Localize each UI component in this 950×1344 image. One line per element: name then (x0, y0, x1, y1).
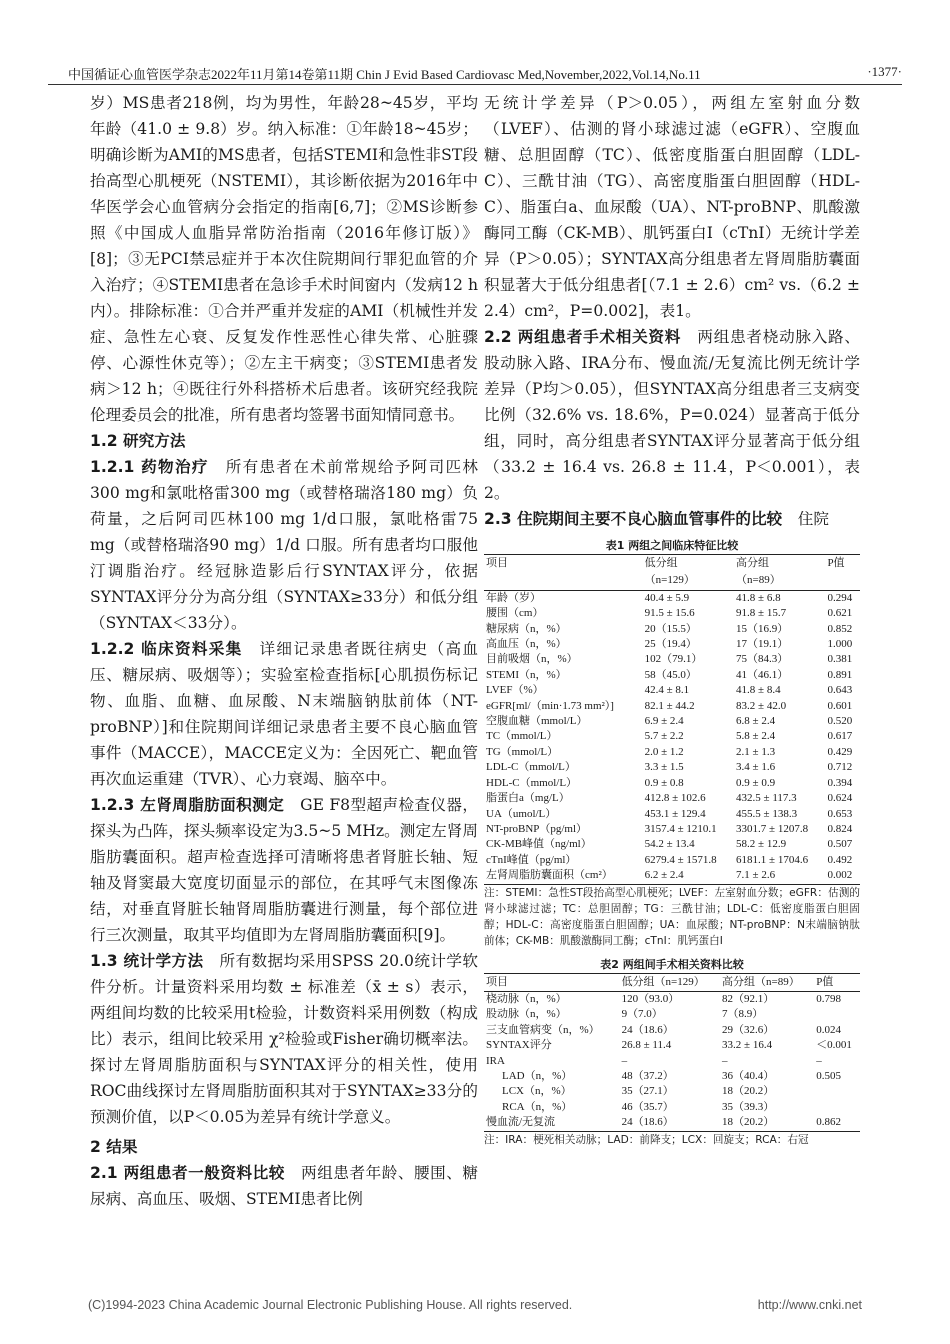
table-cell: 0.891 (827, 668, 853, 681)
table-cell: 26.8 ± 11.4 (621, 1039, 672, 1052)
table-row (484, 590, 860, 606)
table-cell: 54.2 ± 13.4 (644, 838, 695, 851)
text-2-1: 两组患者年龄、腰围、糖尿病、高血压、吸烟、STEMI患者比例 (90, 1164, 478, 1208)
table-row (484, 776, 860, 791)
table-row (484, 1115, 860, 1131)
table-cell: 桡动脉（n，%） (486, 992, 567, 1005)
table-row (484, 699, 860, 714)
table-cell: 0.712 (827, 761, 853, 774)
table-cell: LDL-C（mmol/L） (486, 761, 576, 774)
table-cell: 0.9 ± 0.9 (736, 776, 776, 789)
heading-2: 2 结果 (90, 1138, 138, 1156)
table-row (484, 853, 860, 868)
table-cell: 高血压（n，%） (486, 638, 567, 651)
table-row (484, 668, 860, 683)
paragraph-2-1-continued: 无统计学差异（P＞0.05），两组左室射血分数（LVEF）、估测的肾小球滤过滤（eGFR）、空腹血糖、总胆固醇（TC）、低密度脂蛋白胆固醇（LDL-C）、三酰甘油（TG）、高密度脂蛋白胆固醇（HDL-C）、脂蛋白a、血尿酸（UA）、NT-proBNP、肌酸激酶同工酶（CK-MB）、肌钙蛋白I（cTnI）无统计学差异（P＞0.05）；SYNTAX高分组患者左肾周脂肪囊面积显著大于低分组患者[（7.1 ± 2.6）cm² vs.（6.2 ± 2.4）cm²，P=0.002]，表1。 (484, 94, 860, 320)
table-cell: 股动脉（n，%） (486, 1008, 567, 1021)
table-row (484, 606, 860, 621)
table-cell: NT-proBNP（pg/ml） (486, 822, 588, 835)
table-cell: 糖尿病（n，%） (486, 622, 567, 635)
table-row (484, 622, 860, 637)
table-cell: 6.9 ± 2.4 (644, 715, 684, 728)
paragraph-2-1 (90, 1160, 478, 1212)
heading-1-3: 1.3 统计学方法 (90, 952, 204, 970)
table-cell: 7.1 ± 2.6 (734, 868, 825, 884)
table-cell: 15（16.9） (736, 622, 789, 635)
table-cell: eGFR[ml/（min·1.73 mm²）] (486, 699, 614, 712)
table-cell: 0.9 ± 0.8 (644, 776, 684, 789)
table-cell: 0.824 (827, 822, 853, 835)
table-cell (814, 1100, 860, 1115)
table-cell: 120（93.0） (621, 992, 680, 1005)
table-row (484, 1054, 860, 1069)
table-subheader-cell (825, 572, 860, 590)
table-cell: SYNTAX评分 (486, 1039, 552, 1052)
paragraph-inclusion: 岁）MS患者218例，均为男性，年龄28~45岁，平均年龄（41.0 ± 9.8）岁。纳入标准：①年龄18~45岁；明确诊断为AMI的MS患者，包括STEMI和急性非ST段抬高型心肌梗死（NSTEMI），其诊断依据为2016年中华医学会心血管病分会指定的指南[6,7]；②MS诊断参照《中国成人血脂异常防治指南（2016年修订版）》[8]；③无PCI禁忌症并于本次住院期间行罪犯血管的介入治疗；④STEMI患者在急诊手术时间窗内（发病12 h内）。排除标准：①合并严重并发症的AMI（机械性并发症、急性左心衰、反复发作性恶性心律失常、心脏骤停、心源性休克等）；②左主干病变；③STEMI患者发病＞12 h；④既往行外科搭桥术后患者。该研究经我院伦理委员会的批准，所有患者均签署书面知情同意书。 (90, 94, 478, 424)
table-cell: 46（35.7） (621, 1100, 674, 1113)
table-cell: 0.429 (827, 745, 853, 758)
table-row (484, 1007, 860, 1022)
table-cell: 0.507 (827, 838, 853, 851)
table-row (484, 837, 860, 852)
heading-2-2: 2.2 两组患者手术相关资料 (484, 328, 682, 346)
table-cell: 1.000 (827, 638, 853, 651)
table-cell: 453.1 ± 129.4 (644, 807, 706, 820)
text-1-2-1: 所有患者在术前常规给予阿司匹林300 mg和氯吡格雷300 mg（或替格瑞洛180 mg）负荷量，之后阿司匹林100 mg 1/d口服，氯吡格雷75 mg（或替格瑞洛90 mg）1/d 口服。所有患者均口服他汀调脂治疗。经冠脉造影后行SYNTAX评分，依据SYNTAX评分分为高分组（SYNTAX≥33分）和低分组（SYNTAX＜33分）。 (90, 458, 478, 632)
table-cell: 20（15.5） (644, 622, 697, 635)
text-1-2-3: GE F8型超声检查仪器，探头为凸阵，探头频率设定为3.5~5 MHz。测定左肾周脂肪囊面积。超声检查选择可清晰将患者肾脏长轴、短轴及肾窦最大宽度切面显示的部位，在其呼气末图像冻结，对垂直肾脏长轴肾周脂肪囊进行测量，每个部位进行三次测量，取其平均值即为左肾周脂肪囊面积[9]。 (90, 796, 478, 944)
table-row (484, 745, 860, 760)
table-2-body (484, 991, 860, 1131)
right-column (484, 90, 860, 1148)
journal-citation: 中国循证心血管医学杂志2022年11月第14卷第11期 Chin J Evid Based Cardiovasc Med,November,2022,Vol.14,No.11 (68, 67, 701, 82)
table-cell: 左肾周脂肪囊面积（cm²） (484, 868, 643, 884)
table-cell: 0.002 (825, 868, 860, 884)
table-2-caption: 表2 两组间手术相关资料比较 (600, 957, 744, 971)
table-cell: LCX（n，%） (502, 1085, 572, 1098)
table-1-caption: 表1 两组之间临床特征比较 (605, 539, 739, 552)
table-cell: 2.0 ± 1.2 (644, 745, 684, 758)
table-1 (484, 554, 860, 885)
table-2 (484, 973, 860, 1132)
text-2-2: 两组患者桡动脉入路、股动脉入路、IRA分布、慢血流/无复流比例无统计学差异（P均＞0.05），但SYNTAX高分组患者三支病变比例（32.6% vs. 18.6%，P=0.024）显著高于低分组，同时，高分组患者SYNTAX评分显著高于低分组（33.2 ± 16.4 vs. 26.8 ± 11.4，P＜0.001），表2。 (484, 328, 860, 502)
table-cell: 3.3 ± 1.5 (644, 761, 684, 774)
table-cell: 58（45.0） (644, 668, 697, 681)
table-row (484, 807, 860, 822)
table-cell: 目前吸烟（n，%） (486, 653, 578, 666)
table-header-cell: 高分组 (734, 555, 825, 573)
paragraph-1-2-3 (90, 792, 478, 948)
table-cell: 17（19.1） (736, 638, 789, 651)
paragraph-2-3 (484, 506, 860, 532)
table-row (484, 791, 860, 806)
table-cell: TG（mmol/L） (486, 745, 559, 758)
table-row (484, 1084, 860, 1099)
table-subheader-cell: （n=129） (643, 572, 734, 590)
table-cell: 空腹血糖（mmol/L） (486, 715, 588, 728)
table-cell: 18（20.2） (720, 1115, 814, 1131)
table-header-cell: 低分组 (643, 555, 734, 573)
table-row (484, 1038, 860, 1053)
table-cell: 0.601 (827, 699, 853, 712)
text-1-3: 所有数据均采用SPSS 20.0统计学软件分析。计量资料采用均数 ± 标准差（x̄ ± s）表示，两组间均数的比较采用t检验，计数资料采用例数（构成比）表示，组间比较采用 χ²检验或Fisher确切概率法。探讨左肾周脂肪面积与SYNTAX评分的相关性，使用ROC曲线探讨左肾周脂肪面积其对于SYNTAX≥33分的预测价值，以P＜0.05为差异有统计学意义。 (90, 952, 478, 1126)
table-cell: 25（19.4） (644, 638, 697, 651)
table-cell: 0.617 (827, 730, 853, 743)
table-header-cell: 项目 (484, 973, 620, 991)
table-cell: 3301.7 ± 1207.8 (736, 822, 809, 835)
table-cell: 41（46.1） (736, 668, 789, 681)
table-cell: 年龄（岁） (486, 591, 541, 604)
running-header (48, 62, 902, 85)
table-cell: 6.2 ± 2.4 (643, 868, 734, 884)
table-cell: 83.2 ± 42.0 (736, 699, 787, 712)
heading-1-2-1: 1.2.1 药物治疗 (90, 458, 209, 476)
table-cell: 24（18.6） (620, 1115, 720, 1131)
table-header-cell: 低分组（n=129） (620, 973, 720, 991)
paragraph-2-2 (484, 324, 860, 506)
paragraph-1-3 (90, 948, 478, 1130)
table-cell (814, 1007, 860, 1022)
table-cell (814, 1084, 860, 1099)
table-row (484, 1100, 860, 1115)
paragraph-1-2-2 (90, 636, 478, 792)
table-row (484, 729, 860, 744)
table-cell: RCA（n，%） (502, 1100, 573, 1113)
table-cell: 9（7.0） (621, 1008, 663, 1021)
table-cell: 0.520 (827, 715, 853, 728)
heading-2-3: 2.3 住院期间主要不良心脑血管事件的比较 (484, 510, 783, 528)
text-1-2-2: 详细记录患者既往病史（高血压、糖尿病、吸烟等）；实验室检查指标[心肌损伤标记物、血脂、血糖、血尿酸、N末端脑钠肽前体（NT-proBNP）]和住院期间详细记录患者主要不良心脑血管事件（MACCE），MACCE定义为：全因死亡、靶血管再次血运重建（TVR）、心力衰竭、脑卒中。 (90, 640, 478, 788)
table-cell: STEMI（n，%） (486, 668, 567, 681)
table-subheader-cell: （n=89） (734, 572, 825, 590)
table-cell: 35（39.3） (722, 1100, 775, 1113)
table-cell: 75（84.3） (736, 653, 789, 666)
table-cell: 18（20.2） (722, 1085, 775, 1098)
table-cell: 腰围（cm） (486, 607, 544, 620)
table-cell: 3157.4 ± 1210.1 (644, 822, 717, 835)
table-cell: 41.8 ± 8.4 (736, 684, 781, 697)
table-cell: 5.7 ± 2.2 (644, 730, 684, 743)
table-cell: 0.798 (816, 992, 841, 1005)
table-cell: CK-MB峰值（ng/ml） (486, 838, 592, 851)
table-cell: 7（8.9） (722, 1008, 764, 1021)
heading-1-2-2: 1.2.2 临床资料采集 (90, 640, 243, 658)
table-cell: 24（18.6） (621, 1023, 674, 1036)
table-cell: 58.2 ± 12.9 (736, 838, 787, 851)
table-cell: 102（79.1） (644, 653, 703, 666)
table-header-cell: P值 (825, 555, 860, 573)
table-cell: TC（mmol/L） (486, 730, 558, 743)
table-cell: – (621, 1054, 628, 1067)
table-cell: 82.1 ± 44.2 (644, 699, 695, 712)
page-number: ·1377· (867, 64, 902, 79)
table-cell: 0.024 (816, 1023, 841, 1036)
table-row (484, 822, 860, 837)
table-header-cell: 项目 (484, 555, 643, 573)
table-cell: 0.492 (827, 853, 853, 866)
table-cell: 41.8 ± 6.8 (736, 591, 781, 604)
table-cell: LAD（n，%） (502, 1069, 573, 1082)
heading-2-1: 2.1 两组患者一般资料比较 (90, 1164, 285, 1182)
table-cell: 412.8 ± 102.6 (644, 792, 706, 805)
table-cell: 0.653 (827, 807, 853, 820)
table-cell: 36（40.4） (722, 1069, 775, 1082)
table-cell: 0.394 (827, 776, 853, 789)
table-cell: 6279.4 ± 1571.8 (644, 853, 717, 866)
left-column (90, 90, 478, 1212)
table-cell: 0.621 (827, 607, 853, 620)
table-cell: 35（27.1） (621, 1085, 674, 1098)
table-cell: 455.5 ± 138.3 (736, 807, 798, 820)
table-cell: cTnI峰值（pg/ml） (486, 853, 577, 866)
table-cell: 2.1 ± 1.3 (736, 745, 776, 758)
table-row (484, 991, 860, 1007)
table-1-note: 注：STEMI：急性ST段抬高型心肌梗死；LVEF：左室射血分数；eGFR：估测的肾小球滤过滤；TC：总胆固醇；TG：三酰甘油；LDL-C：低密度脂蛋白胆固醇；HDL-C：高密度脂蛋白胆固醇；UA：血尿酸；NT-proBNP：N末端脑钠肽前体；CK-MB：肌酸激酶同工酶；cTnI：肌钙蛋白I (484, 886, 860, 947)
table-cell: 82（92.1） (722, 992, 775, 1005)
table-subheader-cell (484, 572, 643, 590)
heading-1-2-3: 1.2.3 左肾周脂肪面积测定 (90, 796, 285, 814)
table-cell: HDL-C（mmol/L） (486, 776, 578, 789)
table-row (484, 714, 860, 729)
table-cell: 6.8 ± 2.4 (736, 715, 776, 728)
table-header-cell: P值 (814, 973, 860, 991)
table-row (484, 652, 860, 667)
table-cell: UA（umol/L） (486, 807, 557, 820)
text-2-3: 住院 (797, 510, 829, 528)
table-cell: IRA (486, 1054, 505, 1067)
table-row (484, 637, 860, 652)
table-cell: 0.381 (827, 653, 853, 666)
table-row (484, 1069, 860, 1084)
heading-1-2: 1.2 研究方法 (90, 432, 186, 450)
table-cell: 0.505 (816, 1069, 841, 1082)
table-row (484, 868, 860, 884)
table-cell: 33.2 ± 16.4 (722, 1039, 773, 1052)
table-cell: – (816, 1054, 822, 1067)
table-row (484, 1023, 860, 1038)
table-2-note: 注：IRA：梗死相关动脉；LAD：前降支；LCX：回旋支；RCA：右冠 (484, 1133, 809, 1146)
table-1-body (484, 590, 860, 884)
table-cell: 0.294 (827, 591, 853, 604)
table-cell: 脂蛋白a（mg/L） (486, 792, 570, 805)
table-cell: 42.4 ± 8.1 (644, 684, 690, 697)
table-cell: 0.643 (827, 684, 853, 697)
table-header-cell: 高分组（n=89） (720, 973, 814, 991)
table-cell: 3.4 ± 1.6 (736, 761, 776, 774)
table-row (484, 683, 860, 698)
copyright-notice: (C)1994-2023 China Academic Journal Electronic Publishing House. All rights reserved. (88, 1298, 573, 1312)
table-cell: 91.5 ± 15.6 (644, 607, 695, 620)
table-cell: 29（32.6） (722, 1023, 775, 1036)
table-cell: ＜0.001 (816, 1039, 852, 1052)
table-row (484, 760, 860, 775)
table-cell: 48（37.2） (621, 1069, 674, 1082)
table-cell: 6181.1 ± 1704.6 (736, 853, 809, 866)
source-url: http://www.cnki.net (757, 1298, 862, 1312)
table-cell: 三支血管病变（n，%） (486, 1023, 600, 1036)
table-cell: 91.8 ± 15.7 (736, 607, 787, 620)
table-cell: 40.4 ± 5.9 (644, 591, 690, 604)
table-cell: 0.624 (827, 792, 853, 805)
table-cell: 0.852 (827, 622, 853, 635)
table-cell: – (722, 1054, 728, 1067)
table-cell: 432.5 ± 117.3 (736, 792, 797, 805)
table-cell: 慢血流/无复流 (484, 1115, 620, 1131)
table-cell: 0.862 (814, 1115, 860, 1131)
table-cell: 5.8 ± 2.4 (736, 730, 776, 743)
table-cell: LVEF（%） (486, 684, 544, 697)
paragraph-1-2-1 (90, 454, 478, 636)
